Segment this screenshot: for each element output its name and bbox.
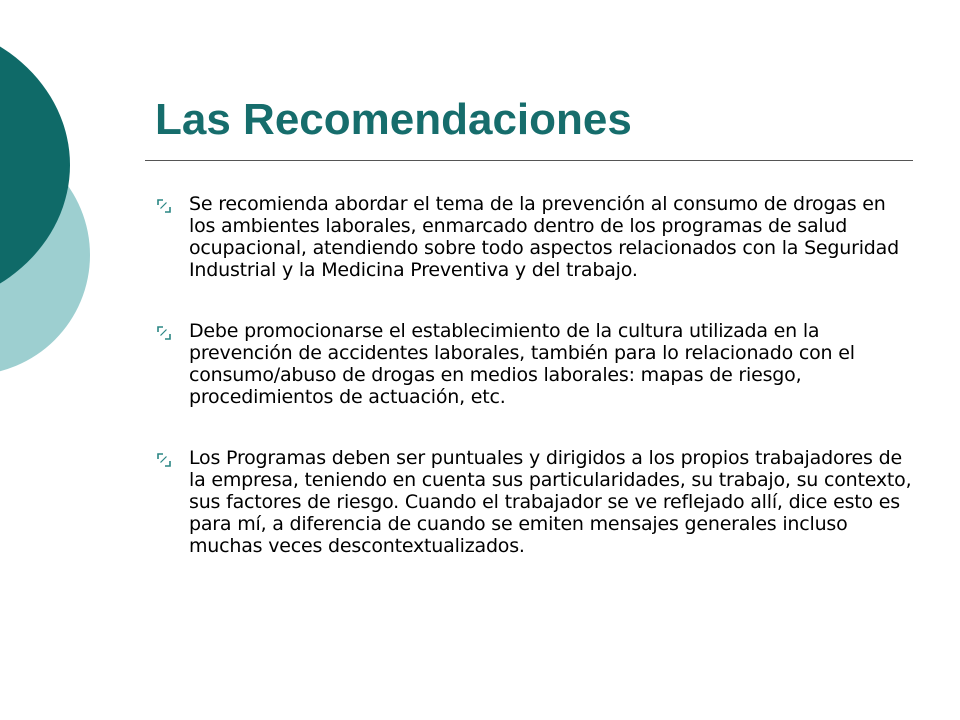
bullet-item (155, 447, 915, 557)
bullet-text: Debe promocionarse el establecimiento de la cultura utilizada en la prevención de accidentes laborales, también para lo relacionado con el consumo/abuso de drogas en medios laborales: mapas de riesgo, procedimientos de actuación, etc. (189, 320, 855, 408)
slide-title: Las Recomendaciones (155, 95, 632, 144)
bullet-text: Los Programas deben ser puntuales y dirigidos a los propios trabajadores de la empresa, teniendo en cuenta sus particularidades, su trabajo, su contexto, sus factores de riesgo. Cuando el trabajador se ve reflejado allí, dice esto es para mí, a diferencia de cuando se emiten mensajes generales incluso muchas veces descontextualizados. (189, 447, 912, 557)
bullet-text: Se recomienda abordar el tema de la prevención al consumo de drogas en los ambientes laborales, enmarcado dentro de los programas de salud ocupacional, atendiendo sobre todo aspectos relacionados con la Seguridad Industrial y la Medicina Preventiva y del trabajo. (189, 193, 899, 281)
bullet-list (155, 193, 915, 596)
square-bracket-bullet-icon (157, 199, 171, 213)
title-divider (145, 160, 913, 161)
bullet-item (155, 193, 915, 281)
square-bracket-bullet-icon (157, 453, 171, 467)
bullet-item (155, 320, 915, 408)
square-bracket-bullet-icon (157, 326, 171, 340)
